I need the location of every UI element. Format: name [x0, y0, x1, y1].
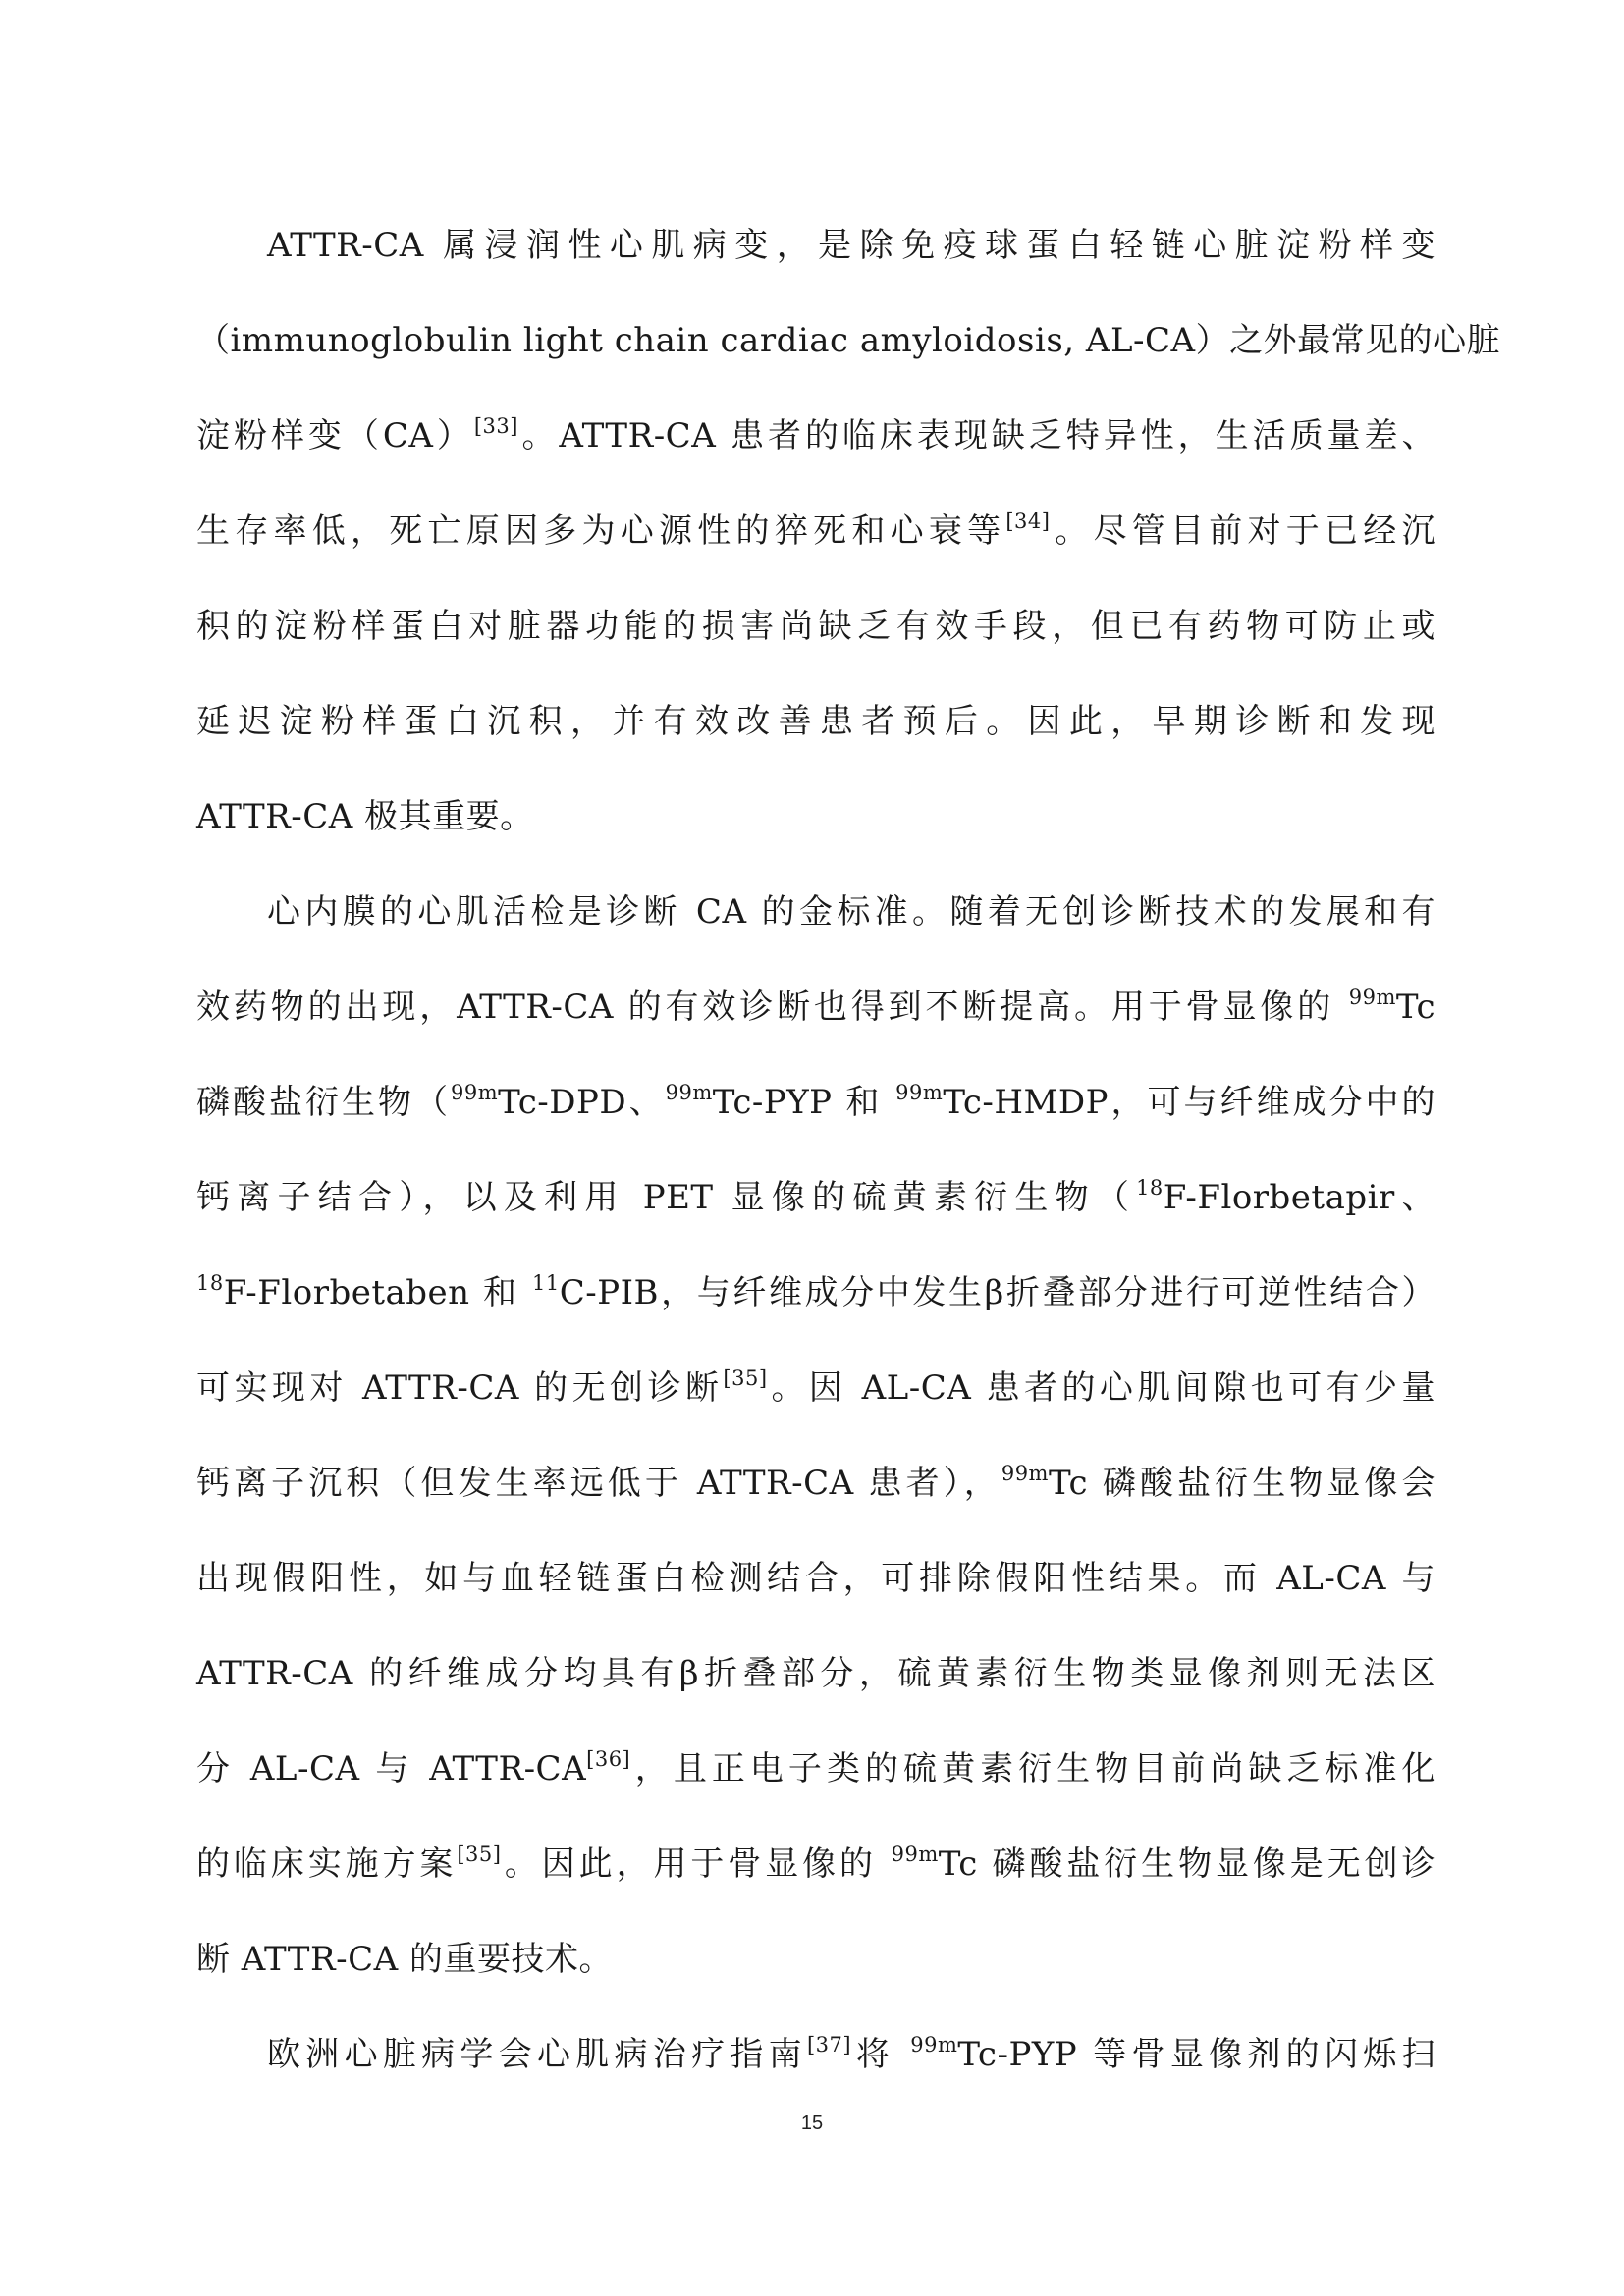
text-line: 延迟淀粉样蛋白沉积，并有效改善患者预后。因此，早期诊断和发现 — [196, 702, 1435, 741]
text-line: 心内膜的心肌活检是诊断 CA 的金标准。随着无创诊断技术的发展和有 — [267, 892, 1435, 932]
text-line: 的临床实施方案[35]。因此，用于骨显像的 $^{99m}$Tc 磷酸盐衍生物显像是无创诊 — [196, 1842, 1436, 1884]
text-line: 出现假阳性，如与血轻链蛋白检测结合，可排除假阳性结果。而 AL-CA 与 — [196, 1559, 1435, 1598]
isotope-mark: 99m — [1348, 985, 1396, 1009]
text-line: 积的淀粉样蛋白对脏器功能的损害尚缺乏有效手段，但已有药物可防止或 — [196, 607, 1435, 646]
text-line: ATTR-CA 极其重要。 — [196, 797, 534, 836]
isotope-mark: 99m — [895, 1080, 944, 1104]
text-line: 分 AL-CA 与 ATTR-CA[36]，且正电子类的硫黄素衍生物目前尚缺乏标准化 — [196, 1746, 1436, 1789]
text-line: 可实现对 ATTR-CA 的无创诊断[35]。因 AL-CA 患者的心肌间隙也可有少量 — [196, 1365, 1436, 1408]
isotope-mark: 99m — [1001, 1461, 1049, 1485]
paragraph-3 — [196, 2007, 1435, 2103]
citation: [34] — [1005, 508, 1051, 533]
text-line: 钙离子沉积（但发生率远低于 ATTR-CA 患者），$^{99m}$Tc 磷酸盐衍生物显像会 — [196, 1461, 1436, 1503]
isotope-mark: 99m — [891, 1842, 939, 1866]
text-line: 钙离子结合），以及利用 PET 显像的硫黄素衍生物（$^{18}$F-Florbetapir、 — [196, 1175, 1435, 1217]
citation: [33] — [473, 413, 518, 438]
text-line: $^{18}$F-Florbetaben 和 $^{11}$C-PIB，与纤维成分中发生β折叠部分进行可逆性结合） — [196, 1270, 1435, 1312]
isotope-mark: 18 — [1136, 1175, 1164, 1200]
text-line: ATTR-CA 的纤维成分均具有β折叠部分，硫黄素衍生物类显像剂则无法区 — [196, 1654, 1435, 1693]
isotope-mark: 18 — [196, 1270, 224, 1295]
isotope-mark: 99m — [665, 1080, 713, 1104]
citation: [36] — [586, 1746, 631, 1771]
text-line: ATTR-CA 属浸润性心肌病变，是除免疫球蛋白轻链心脏淀粉样变 — [267, 226, 1435, 265]
text-line: 欧洲心脏病学会心肌病治疗指南[37]将 $^{99m}$Tc-PYP 等骨显像剂的闪烁扫 — [267, 2032, 1436, 2074]
citation: [37] — [806, 2032, 852, 2056]
page-number: 15 — [800, 2112, 824, 2134]
citation: [35] — [457, 1842, 502, 1866]
isotope-mark: 99m — [910, 2032, 958, 2056]
text-line: （immunoglobulin light chain cardiac amyloidosis, AL-CA）之外最常见的心脏 — [196, 321, 1501, 360]
text-line: 断 ATTR-CA 的重要技术。 — [196, 1940, 613, 1979]
text-line: 效药物的出现，ATTR-CA 的有效诊断也得到不断提高。用于骨显像的 $^{99m}$Tc — [196, 985, 1435, 1027]
paragraph-1 — [196, 198, 1501, 865]
paragraph-2 — [196, 865, 1435, 2007]
text-line: 磷酸盐衍生物（$^{99m}$Tc-DPD、$^{99m}$Tc-PYP 和 $^{99m}$Tc-HMDP，可与纤维成分中的 — [196, 1080, 1436, 1122]
isotope-mark: 99m — [451, 1080, 499, 1104]
citation: [35] — [723, 1365, 768, 1390]
text-line: 淀粉样变（CA）[33]。ATTR-CA 患者的临床表现缺乏特异性，生活质量差、 — [196, 413, 1435, 455]
text-line: 生存率低，死亡原因多为心源性的猝死和心衰等[34]。尽管目前对于已经沉 — [196, 508, 1435, 551]
isotope-mark: 11 — [532, 1270, 560, 1295]
